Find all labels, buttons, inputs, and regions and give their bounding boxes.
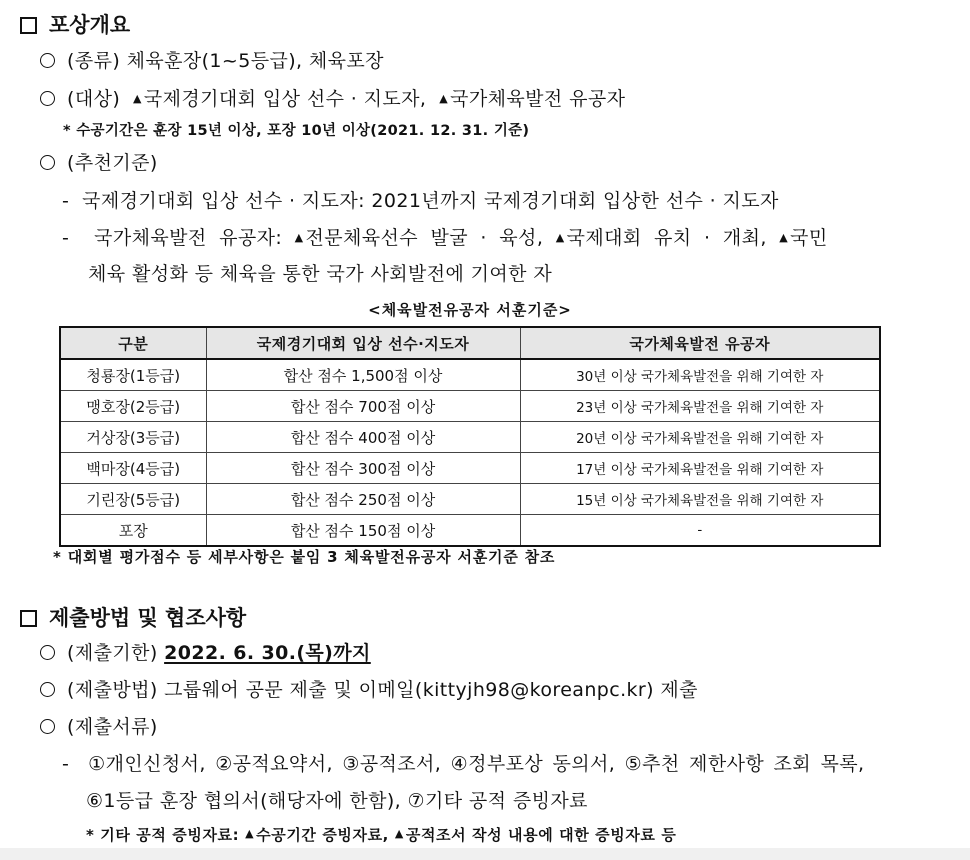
header-category: 구분 (60, 327, 206, 359)
cell-category: 맹호장(2등급) (60, 391, 206, 422)
criteria-dash-contributors (62, 223, 828, 250)
checkbox-square-icon (20, 610, 37, 627)
documents-note (86, 824, 676, 845)
checkbox-square-icon (20, 17, 37, 34)
dash-bullet-icon: - (62, 190, 70, 212)
documents-label: (제출서류) (67, 716, 158, 738)
documents-list-cont-text: ⑥1등급 훈장 협의서(해당자에 한함), ⑦기타 공적 증빙자료 (86, 790, 588, 812)
cell-athletes: 합산 점수 150점 이상 (206, 515, 520, 547)
award-target-label: (대상) (67, 88, 121, 110)
cell-contributors: 30년 이상 국가체육발전을 위해 기여한 자 (520, 359, 880, 391)
header-contributors: 국가체육발전 유공자 (520, 327, 880, 359)
cell-category: 백마장(4등급) (60, 453, 206, 484)
cell-category: 기린장(5등급) (60, 484, 206, 515)
criteria-dash-contributors-cont (88, 259, 552, 286)
heading-text: 포상개요 (49, 13, 131, 37)
circle-bullet-icon (40, 645, 55, 660)
deadline-value: 2022. 6. 30.(목)까지 (164, 642, 371, 664)
table-row (60, 484, 880, 515)
documents-note-item1: 수공기간 증빙자료, (256, 826, 389, 844)
target-item-contributors: 국가체육발전 유공자 (450, 88, 626, 110)
table-header-row (60, 327, 880, 359)
documents-note-prefix: 기타 공적 증빙자료: (100, 826, 240, 844)
criteria-contributors-prefix: 국가체육발전 유공자: (94, 227, 283, 249)
circle-bullet-icon (40, 91, 55, 106)
table-caption (0, 299, 940, 320)
cell-athletes: 합산 점수 400점 이상 (206, 422, 520, 453)
asterisk-icon: * (53, 548, 62, 566)
asterisk-icon: * (86, 826, 95, 844)
table-row (60, 391, 880, 422)
criteria-item-public: 국민 (790, 227, 828, 249)
section-heading-award-overview (20, 9, 130, 39)
method-line (40, 675, 698, 702)
target-item-athletes: 국제경기대회 입상 선수 · 지도자, (143, 88, 427, 110)
cell-category: 청룡장(1등급) (60, 359, 206, 391)
heading-text: 제출방법 및 협조사항 (49, 606, 247, 630)
triangle-bullet-icon: ▲ (779, 231, 789, 244)
criteria-athletes-text: 국제경기대회 입상 선수 · 지도자: 2021년까지 국제경기대회 입상한 선수 · 지도자 (82, 190, 779, 212)
method-label: (제출방법) (67, 679, 158, 701)
documents-note-item2: 공적조서 작성 내용에 대한 증빙자료 등 (405, 826, 677, 844)
cell-athletes: 합산 점수 300점 이상 (206, 453, 520, 484)
circle-bullet-icon (40, 155, 55, 170)
award-type-label: (종류) (67, 50, 121, 72)
triangle-bullet-icon: ▲ (133, 92, 142, 105)
table-caption-text: <체육발전유공자 서훈기준> (368, 301, 572, 319)
cell-contributors: 23년 이상 국가체육발전을 위해 기여한 자 (520, 391, 880, 422)
circle-bullet-icon (40, 719, 55, 734)
cell-category: 포장 (60, 515, 206, 547)
table-footnote-text: 대회별 평가점수 등 세부사항은 붙임 3 체육발전유공자 서훈기준 참조 (67, 548, 556, 566)
cell-contributors: 17년 이상 국가체육발전을 위해 기여한 자 (520, 453, 880, 484)
criteria-contributors-cont-text: 체육 활성화 등 체육을 통한 국가 사회발전에 기여한 자 (88, 263, 553, 285)
triangle-bullet-icon: ▲ (294, 231, 304, 244)
criteria-dash-athletes (62, 186, 779, 213)
documents-dash (62, 749, 864, 776)
criteria-label: (추천기준) (67, 152, 158, 174)
triangle-bullet-icon: ▲ (555, 231, 565, 244)
criteria-line (40, 148, 158, 175)
table-row (60, 515, 880, 547)
cell-category: 거상장(3등급) (60, 422, 206, 453)
method-text: 그룹웨어 공문 제출 및 이메일(kittyjh98@koreanpc.kr) 제출 (164, 679, 698, 701)
asterisk-icon: * (63, 123, 71, 139)
table-row (60, 422, 880, 453)
section-heading-submission (20, 602, 246, 632)
triangle-bullet-icon: ▲ (245, 827, 255, 840)
documents-list-text: ①개인신청서, ②공적요약서, ③공적조서, ④정부포상 동의서, ⑤추천 제한사항 조회 목록, (88, 753, 865, 775)
table-footnote (53, 546, 555, 567)
deadline-label: (제출기한) (67, 642, 158, 664)
cell-contributors: 15년 이상 국가체육발전을 위해 기여한 자 (520, 484, 880, 515)
header-athletes: 국제경기대회 입상 선수·지도자 (206, 327, 520, 359)
service-period-note (63, 119, 529, 140)
criteria-item-discovery: 전문체육선수 발굴 · 육성, (305, 227, 544, 249)
documents-line (40, 712, 158, 739)
cell-athletes: 합산 점수 250점 이상 (206, 484, 520, 515)
dash-bullet-icon: - (62, 227, 70, 249)
table-row (60, 359, 880, 391)
cell-contributors: 20년 이상 국가체육발전을 위해 기여한 자 (520, 422, 880, 453)
cell-athletes: 합산 점수 1,500점 이상 (206, 359, 520, 391)
criteria-item-hosting: 국제대회 유치 · 개최, (566, 227, 767, 249)
dash-bullet-icon: - (62, 753, 70, 775)
award-type-text: 체육훈장(1~5등급), 체육포장 (126, 50, 384, 72)
award-type-line (40, 46, 384, 73)
cell-contributors: - (520, 515, 880, 547)
documents-dash-cont (86, 786, 588, 813)
table-row (60, 453, 880, 484)
triangle-bullet-icon: ▲ (439, 92, 449, 105)
service-period-text: 수공기간은 훈장 15년 이상, 포장 10년 이상(2021. 12. 31. 기준) (76, 123, 530, 139)
award-target-line (40, 84, 625, 111)
circle-bullet-icon (40, 53, 55, 68)
bottom-edge-bar (0, 848, 970, 860)
deadline-line (40, 638, 371, 665)
cell-athletes: 합산 점수 700점 이상 (206, 391, 520, 422)
circle-bullet-icon (40, 682, 55, 697)
triangle-bullet-icon: ▲ (394, 827, 404, 840)
award-criteria-table (59, 326, 881, 547)
